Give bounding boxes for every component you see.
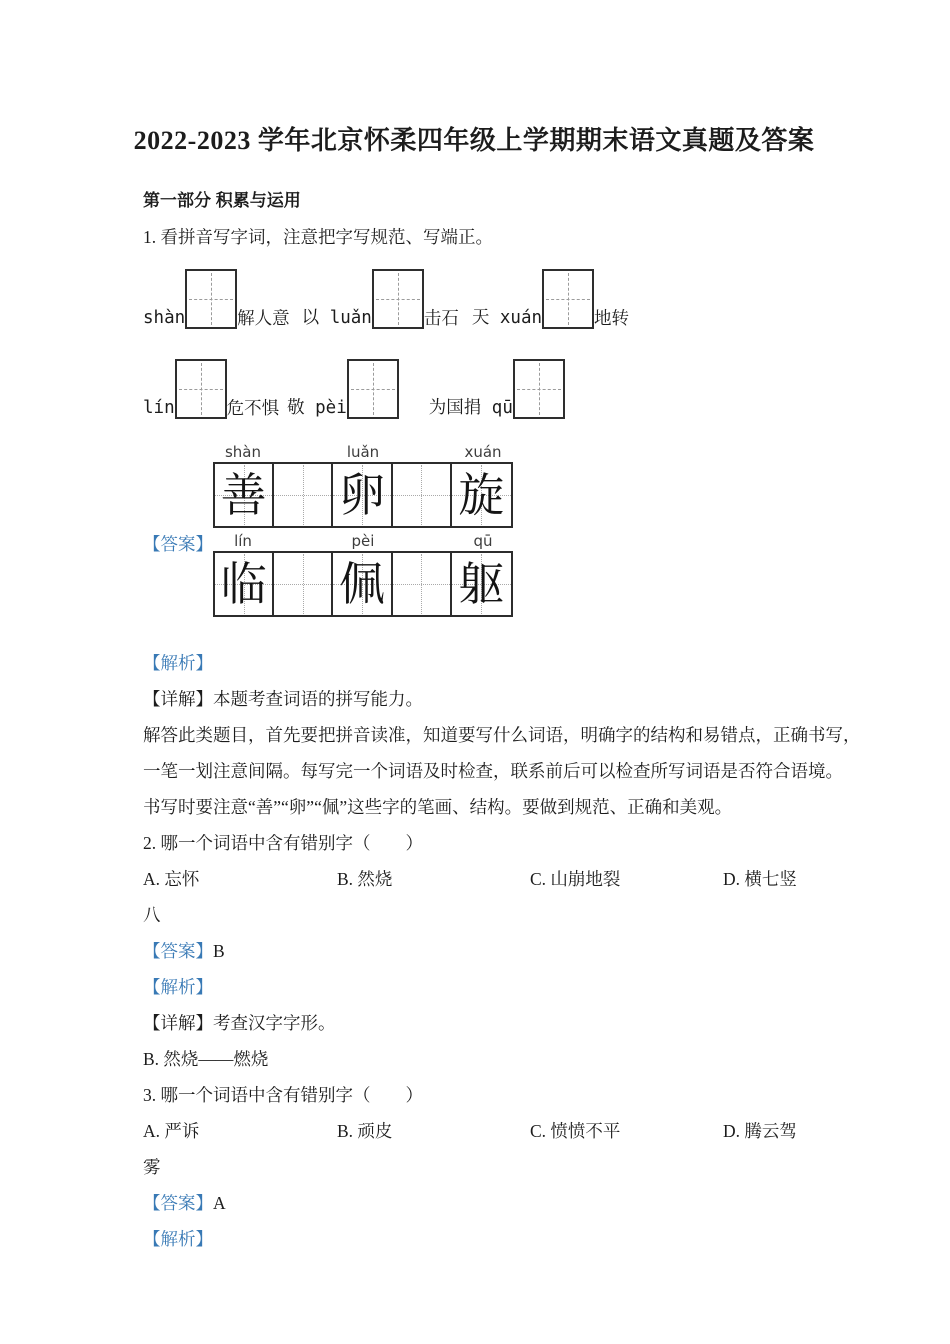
grid-char-cell: [215, 464, 274, 526]
word-suffix: 危不惧: [226, 397, 280, 418]
q1-word-group: [287, 359, 399, 419]
grid-char-cell: [452, 464, 511, 526]
pinyin-label: 敬 pèi: [287, 397, 347, 418]
answer-grid-images: [213, 443, 515, 617]
q1-answer-block: [143, 443, 819, 617]
grid-empty-cell: [393, 464, 452, 526]
q2-options-row: [143, 861, 819, 897]
q2-detail-line: 【详解】考查汉字字形。: [143, 1012, 336, 1033]
section-heading: 第一部分 积累与运用: [143, 191, 301, 210]
writing-grid-box: [347, 359, 399, 419]
q1-word-group: [472, 269, 629, 329]
grid-empty-cell: [274, 464, 333, 526]
option-b: B. 顽皮: [337, 1120, 393, 1141]
q1-word-group: [143, 269, 290, 329]
pinyin-spacer: [273, 532, 333, 551]
analysis-label: 【解析】: [143, 1228, 213, 1249]
q1-detail-line: 【详解】本题考查词语的拼写能力。: [143, 688, 423, 709]
analysis-and-questions: [143, 645, 861, 1257]
writing-grid-box: [185, 269, 237, 329]
pinyin-label: shàn: [143, 307, 186, 328]
word-suffix: 解人意: [237, 307, 290, 328]
analysis-label: 【解析】: [143, 976, 213, 997]
analysis-label: 【解析】: [143, 652, 213, 673]
option-a: A. 忘怀: [143, 868, 200, 889]
answer-grid-2: [213, 532, 515, 617]
pinyin-label: luǎn: [346, 442, 380, 461]
answer-character: 旋: [458, 467, 505, 522]
word-suffix: 击石: [423, 307, 459, 328]
answer-character: 临: [220, 556, 267, 611]
pinyin-label: xuán: [464, 442, 502, 461]
answer-grid-1: [213, 443, 515, 528]
q3-answer-line: [143, 1185, 819, 1221]
q1-explain-line: 书写时要注意“善”“卵”“佩”这些字的笔画、结构。要做到规范、正确和美观。: [143, 796, 733, 817]
answer-pinyin-row: [213, 532, 515, 551]
question-2-stem: 2. 哪一个词语中含有错别字（ ）: [143, 832, 423, 853]
q2-answer-line: [143, 933, 819, 969]
pinyin-label: qū: [473, 531, 493, 550]
pinyin-label: lín: [143, 397, 175, 418]
answer-pinyin-row: [213, 443, 515, 462]
writing-grid-box: [175, 359, 227, 419]
grid-char-cell: [333, 553, 392, 615]
word-suffix: 地转: [594, 307, 630, 328]
grid-char-cell: [333, 464, 392, 526]
pinyin-label: lín: [234, 531, 252, 550]
option-d: D. 腾云驾: [723, 1120, 797, 1141]
writing-grid-box: [372, 269, 424, 329]
pinyin-label: shàn: [224, 442, 262, 461]
option-a: A. 严诉: [143, 1120, 200, 1141]
character-grid: [213, 551, 513, 617]
answer-character: 善: [220, 467, 267, 522]
pinyin-spacer: [393, 532, 453, 551]
answer-character: 躯: [458, 556, 505, 611]
option-c: C. 愤愤不平: [530, 1120, 621, 1141]
q1-explain-line: 解答此类题目，首先要把拼音读准，知道要写什么词语，明确字的结构和易错点，正确书写，: [143, 724, 861, 745]
q1-writing-row-1: [143, 267, 819, 329]
q2-note-line: B. 然烧——燃烧: [143, 1048, 269, 1069]
pinyin-spacer: [273, 443, 333, 462]
pinyin-label: 天 xuán: [471, 307, 543, 328]
answer-label: 【答案】: [143, 533, 213, 554]
character-grid: [213, 462, 513, 528]
answer-label: 【答案】: [143, 940, 213, 961]
q1-word-group: [429, 359, 565, 419]
q1-writing-row-2: [143, 357, 819, 419]
q3-options-row: [143, 1113, 819, 1149]
pinyin-spacer: [393, 443, 453, 462]
pinyin-label: pèi: [351, 531, 375, 550]
grid-char-cell: [452, 553, 511, 615]
writing-grid-box: [513, 359, 565, 419]
question-1-stem: 1. 看拼音写字词，注意把字写规范、写端正。: [143, 227, 493, 247]
answer-character: 佩: [338, 556, 385, 611]
writing-grid-box: [542, 269, 594, 329]
grid-empty-cell: [274, 553, 333, 615]
document-title: 2022-2023 学年北京怀柔四年级上学期期末语文真题及答案: [133, 126, 815, 155]
option-d: D. 横七竖: [723, 868, 797, 889]
pinyin-label: 为国捐 qū: [428, 397, 513, 418]
option-c: C. 山崩地裂: [530, 868, 621, 889]
page-content: [133, 0, 861, 1257]
grid-empty-cell: [393, 553, 452, 615]
q1-word-group: [143, 359, 279, 419]
answer-character: 卵: [338, 467, 385, 522]
option-b: B. 然烧: [337, 868, 393, 889]
q1-word-group: [302, 269, 459, 329]
q3-option-wrap: 雾: [143, 1156, 161, 1177]
answer-label: 【答案】: [143, 1192, 213, 1213]
grid-char-cell: [215, 553, 274, 615]
q2-option-wrap: 八: [143, 904, 161, 925]
q1-explain-line: 一笔一划注意间隔。每写完一个词语及时检查，联系前后可以检查所写词语是否符合语境。: [143, 760, 843, 781]
pinyin-label: 以 luǎn: [301, 307, 372, 328]
question-3-stem: 3. 哪一个词语中含有错别字（ ）: [143, 1084, 423, 1105]
answer-value: A: [213, 1192, 226, 1213]
answer-value: B: [213, 940, 225, 961]
